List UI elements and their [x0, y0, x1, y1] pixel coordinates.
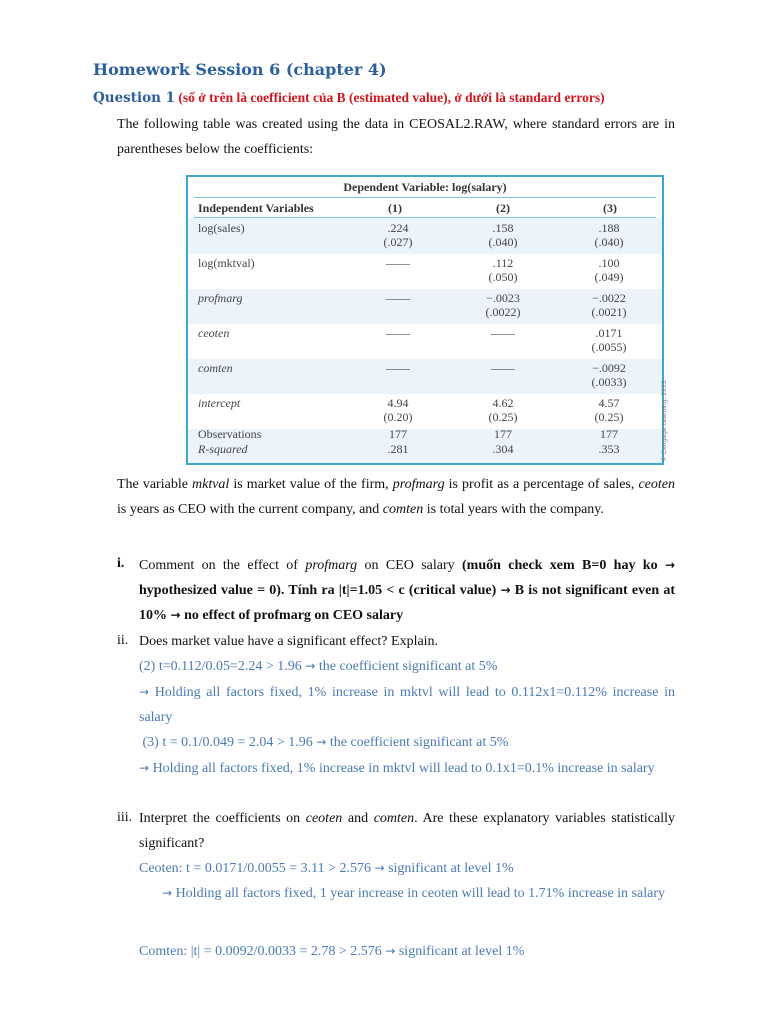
arrow-icon: → [664, 558, 676, 572]
item-ii-answer-4: → Holding all factors fixed, 1% increase in mktvl will lead to 0.1x1=0.1% increase in salary [139, 761, 655, 776]
row-label: ceoten [198, 326, 230, 340]
standard-error-cell: (.027) [383, 235, 413, 249]
item-iii-answer-2: → Holding all factors fixed, 1 year increase in ceoten will lead to 1.71% increase in salary [162, 886, 665, 901]
standard-error-cell: (0.25) [594, 410, 624, 424]
item-ii-question: Does market value have a significant effect? Explain. [139, 634, 439, 649]
item-ii-answer-3: (3) t = 0.1/0.049 = 2.04 > 1.96 → the coefficient significant at 5% [142, 735, 509, 750]
rsquared-1: .281 [387, 442, 409, 456]
standard-error-cell: (.040) [488, 235, 518, 249]
arrow-icon: → [139, 761, 150, 775]
coefficient-cell: .112 [492, 256, 514, 270]
standard-error-cell: (.0021) [591, 305, 627, 319]
item-i-number: i. [117, 556, 125, 571]
standard-error-cell: (.040) [594, 235, 624, 249]
question-note: (số ở trên là coefficient của B (estimated value), ở dưới là standard errors) [178, 90, 605, 105]
coefficient-cell: —— [491, 361, 515, 375]
row-label: log(sales) [198, 221, 245, 235]
arrow-icon: → [316, 735, 327, 749]
item-iii-answer-1: Ceoten: t = 0.0171/0.0055 = 3.11 > 2.576 → significant at level 1% [139, 861, 514, 876]
coefficient-cell: —— [386, 291, 410, 305]
coefficient-cell: —— [386, 361, 410, 375]
observations-3: 177 [600, 427, 618, 441]
variables-description: The variable mktval is market value of the firm, profmarg is profit as a percentage of sales, ceoten is years as CEO with the current company, and comten is total years with the company. [117, 477, 675, 517]
arrow-icon: → [385, 944, 396, 958]
arrow-icon: → [374, 861, 385, 875]
observations-1: 177 [389, 427, 407, 441]
coefficient-cell: .0171 [595, 326, 623, 340]
row-label: comten [198, 361, 233, 375]
arrow-icon: → [500, 583, 511, 597]
arrow-icon: → [170, 608, 181, 622]
standard-error-cell: (0.25) [488, 410, 518, 424]
dependent-variable-header: Dependent Variable: log(salary) [343, 180, 507, 194]
independent-variables-header: Independent Variables [198, 201, 314, 215]
coefficient-cell: 4.94 [387, 396, 409, 410]
column-header-1: (1) [388, 201, 402, 215]
column-header-3: (3) [603, 201, 617, 215]
row-label: log(mktval) [198, 256, 255, 270]
coefficient-cell: .158 [492, 221, 514, 235]
regression-table [186, 175, 664, 465]
coefficient-cell: −.0022 [592, 291, 626, 305]
rsquared-2: .304 [492, 442, 514, 456]
question-1-heading [93, 90, 605, 106]
observations-2: 177 [494, 427, 512, 441]
copyright-credit: © Cengage Learning, 2013 [661, 380, 668, 462]
coefficient-cell: —— [386, 256, 410, 270]
coefficient-cell: 4.62 [492, 396, 514, 410]
coefficient-cell: −.0092 [592, 361, 626, 375]
coefficient-cell: —— [491, 326, 515, 340]
arrow-icon: → [305, 659, 316, 673]
arrow-icon: → [139, 685, 150, 699]
rsquared-label: R-squared [198, 442, 248, 456]
coefficient-cell: 4.57 [598, 396, 620, 410]
standard-error-cell: (.049) [594, 270, 624, 284]
coefficient-cell: —— [386, 326, 410, 340]
observations-label: Observations [198, 427, 262, 441]
item-iii-question: Interpret the coefficients on ceoten and comten. Are these explanatory variables statistically significant? [139, 811, 676, 851]
item-ii-number: ii. [117, 633, 129, 648]
coefficient-cell: .224 [387, 221, 409, 235]
standard-error-cell: (.050) [488, 270, 518, 284]
standard-error-cell: (.0055) [591, 340, 627, 354]
standard-error-cell: (0.20) [383, 410, 413, 424]
rsquared-3: .353 [598, 442, 620, 456]
column-header-2: (2) [496, 201, 510, 215]
coefficient-cell: .100 [598, 256, 620, 270]
row-label: intercept [198, 396, 241, 410]
page-title: Homework Session 6 (chapter 4) [93, 60, 387, 79]
item-i-text: Comment on the effect of profmarg on CEO salary (muốn check xem B=0 hay ko → hypothesized value = 0). Tính ra |t|=1.05 < c (critical value) → B is not significant even at 10% → no effect of profmarg on CEO salary [139, 558, 676, 623]
standard-error-cell: (.0022) [485, 305, 521, 319]
row-label: profmarg [198, 291, 243, 305]
item-iii-number: iii. [117, 810, 133, 825]
coefficient-cell: −.0023 [486, 291, 520, 305]
question-label: Question 1 [93, 90, 176, 106]
standard-error-cell: (.0033) [591, 375, 627, 389]
item-iii-answer-3: Comten: |t| = 0.0092/0.0033 = 2.78 > 2.576 → significant at level 1% [139, 944, 525, 959]
intro-paragraph: The following table was created using the data in CEOSAL2.RAW, where standard errors are in parentheses below the coefficients: [117, 117, 675, 157]
coefficient-cell: .188 [598, 221, 620, 235]
item-ii-answer-2: → Holding all factors fixed, 1% increase in mktvl will lead to 0.112x1=0.112% increase in salary [139, 685, 675, 725]
item-ii-answer-1: (2) t=0.112/0.05=2.24 > 1.96 → the coefficient significant at 5% [139, 659, 498, 674]
arrow-icon: → [162, 886, 173, 900]
